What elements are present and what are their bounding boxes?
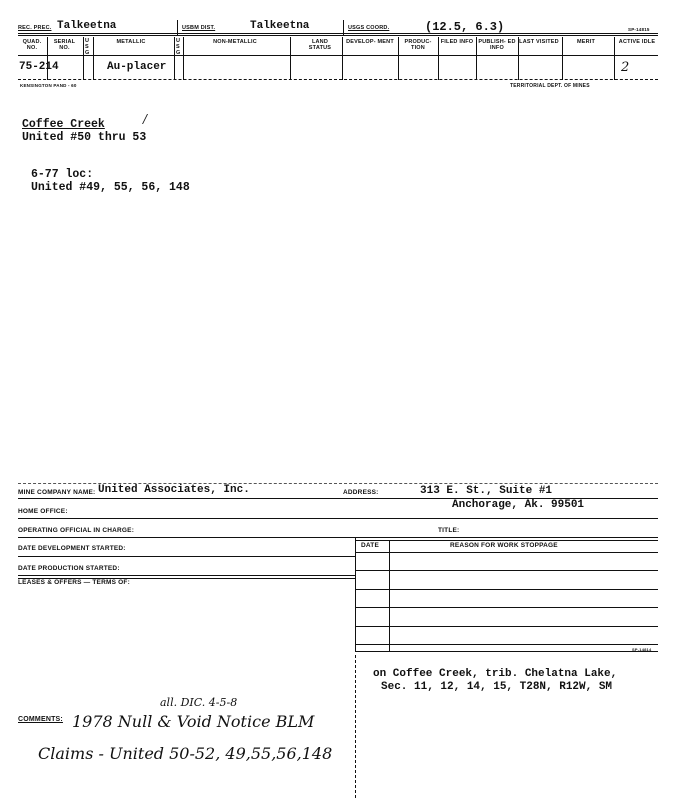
checkmark: / (143, 112, 148, 126)
col-nonmetallic: NON-METALLIC (213, 39, 257, 45)
col-serial-no: SERIAL NO. (53, 39, 76, 51)
notes-line-3: 6-77 loc: (31, 168, 94, 181)
col-production: PRODUC- TION (404, 39, 432, 51)
notes-line-4: United #49, 55, 56, 148 (31, 181, 190, 194)
dev-started-label: DATE DEVELOPMENT STARTED: (18, 545, 126, 552)
rec-prec-value: Talkeetna (57, 20, 117, 32)
reason-col-header: REASON FOR WORK STOPPAGE (450, 542, 558, 549)
usgs-coord-value: (12.5, 6.3) (425, 20, 505, 34)
row-metallic: Au-placer (107, 61, 167, 73)
comments-hand-line-1: 1978 Null & Void Notice BLM (72, 712, 315, 731)
comments-label: COMMENTS: (18, 716, 63, 723)
address-line-1: 313 E. St., Suite #1 (420, 485, 553, 497)
prod-started-label: DATE PRODUCTION STARTED: (18, 565, 120, 572)
col-last-visited: LAST VISITED (519, 39, 559, 45)
col-active-idle: ACTIVE IDLE (618, 39, 656, 45)
col-development: DEVELOP- MENT (346, 39, 394, 45)
notes-line-1: Coffee Creek (22, 118, 105, 131)
col-metallic: METALLIC (116, 39, 146, 45)
col-filed-info: FILED INFO (440, 39, 474, 45)
title-label: TITLE: (438, 527, 460, 534)
col-usg: U S G (85, 38, 90, 56)
notes-line-2: United #50 thru 53 (22, 131, 147, 144)
comments-hand-top: all. DIC. 4-5-8 (160, 696, 238, 709)
col-merit: MERIT (576, 39, 596, 45)
col-quad-no: QUAD. NO. (22, 39, 42, 51)
col-land-status: LAND STATUS (308, 39, 332, 51)
form-number: SP-14815 (628, 27, 650, 32)
address-label: ADDRESS: (343, 489, 379, 496)
company-name-label: MINE COMPANY NAME: (18, 489, 96, 496)
usbm-dist-value: Talkeetna (250, 20, 310, 32)
location-line-1: on Coffee Creek, trib. Chelatna Lake, (373, 668, 618, 680)
form-number-2: SP-14814 (632, 647, 652, 652)
home-office-label: HOME OFFICE: (18, 508, 68, 515)
location-line-2: Sec. 11, 12, 14, 15, T28N, R12W, SM (381, 681, 613, 693)
footer-right: TERRITORIAL DEPT. OF MINES (510, 83, 590, 89)
rec-prec-label: REC. PREC. (18, 25, 52, 31)
operating-official-label: OPERATING OFFICIAL IN CHARGE: (18, 527, 135, 534)
usgs-coord-label: USGS COORD. (348, 25, 390, 31)
address-line-2: Anchorage, Ak. 99501 (452, 499, 585, 511)
date-col-header: DATE (361, 542, 380, 549)
company-name-value: United Associates, Inc. (98, 484, 250, 496)
usbm-dist-label: USBM DIST. (182, 25, 216, 31)
col-usg-2: U S G (176, 38, 181, 56)
col-published-info: PUBLISH- ED INFO (478, 39, 516, 51)
footer-left: KENSINGTON PAND - 60 (20, 83, 77, 88)
row-quad-no: 75-214 (19, 61, 59, 73)
comments-hand-line-2: Claims - United 50-52, 49,55,56,148 (38, 744, 333, 763)
row-active-idle: 2 (621, 60, 630, 75)
leases-label: LEASES & OFFERS — TERMS OF: (18, 579, 130, 586)
